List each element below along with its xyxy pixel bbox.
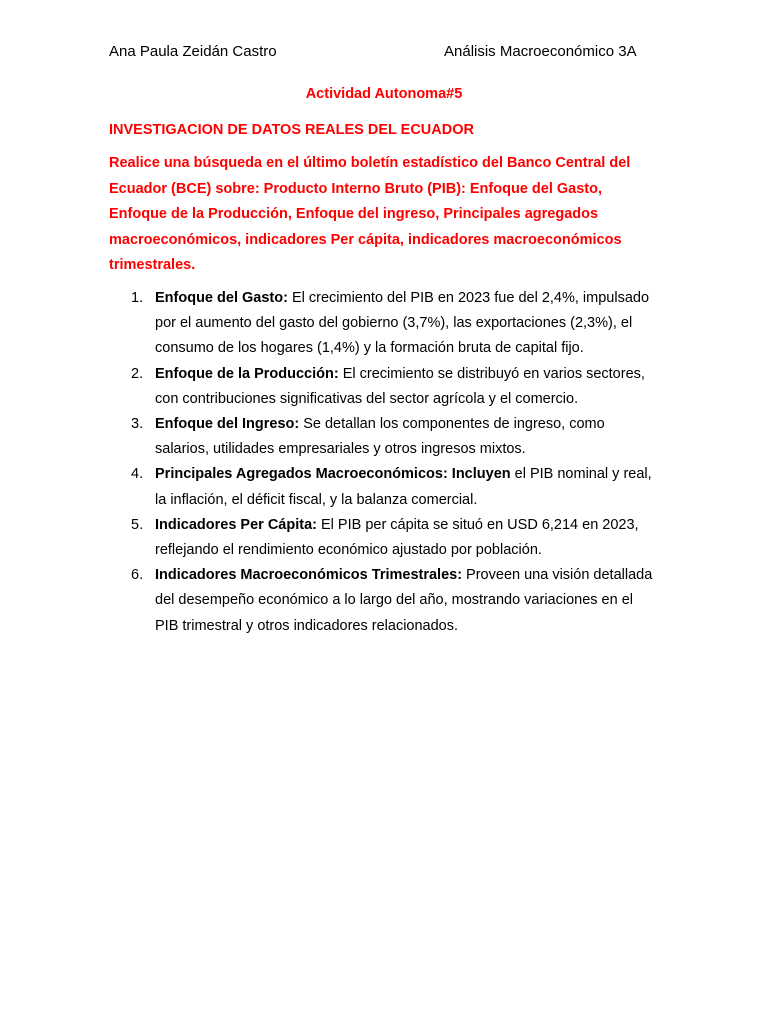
list-item (109, 563, 654, 639)
list-item-term: Indicadores Macroeconómicos Trimestrales: (155, 567, 463, 584)
assignment-prompt: Realice una búsqueda en el último boletín estadístico del Banco Central del Ecuador (BCE) sobre: Producto Interno Bruto (PIB): Enfoque del Gasto, Enfoque de la Producción, Enfoque del ingreso, Principales agregados macroeconómicos, indicadores Per cápita, indicadores macroeconómicos trimestrales. (109, 155, 631, 273)
list-item-number: 5. (131, 516, 144, 533)
section-heading: INVESTIGACION DE DATOS REALES DEL ECUADOR (109, 122, 474, 138)
list-item-number: 2. (131, 365, 144, 382)
list-item (109, 513, 654, 563)
list-item-text: El crecimiento se distribuyó en varios sectores, con contribuciones significativas del sector agrícola y el comercio. (155, 365, 645, 407)
list-item-term: Enfoque del Gasto: (155, 290, 288, 306)
list-item-text: Proveen una visión detallada del desempeño económico a lo largo del año, mostrando variaciones en el PIB trimestral y otros indicadores relacionados. (155, 567, 653, 634)
list-item-term: Principales Agregados Macroeconómicos: Incluyen (155, 466, 511, 483)
header-course: Análisis Macroeconómico 3A (444, 43, 637, 60)
list-item-term: Enfoque de la Producción: (155, 365, 339, 382)
list-item-number: 1. (131, 290, 144, 306)
findings-list (109, 286, 654, 639)
list-item-text: Se detallan los componentes de ingreso, como salarios, utilidades empresariales y otros ingresos mixtos. (155, 416, 605, 458)
list-item-number: 6. (131, 567, 144, 584)
activity-title: Actividad Autonoma#5 (305, 86, 463, 102)
list-item (109, 412, 654, 462)
header-author: Ana Paula Zeidán Castro (109, 43, 277, 60)
list-item-text: El crecimiento del PIB en 2023 fue del 2,4%, impulsado por el aumento del gasto del gobierno (3,7%), las exportaciones (2,3%), el consumo de los hogares (1,4%) y la formación bruta de capital fijo. (155, 290, 650, 357)
list-item-term: Indicadores Per Cápita: (155, 516, 317, 533)
list-item-term: Enfoque del Ingreso: (155, 416, 300, 433)
list-item (109, 362, 654, 412)
list-item-text: el PIB nominal y real, la inflación, el déficit fiscal, y la balanza comercial. (155, 466, 652, 508)
list-item-number: 4. (131, 466, 144, 483)
list-item (109, 286, 654, 362)
list-item (109, 462, 654, 512)
list-item-number: 3. (131, 416, 144, 433)
list-item-text: El PIB per cápita se situó en USD 6,214 en 2023, reflejando el rendimiento económico ajustado por población. (155, 516, 639, 559)
